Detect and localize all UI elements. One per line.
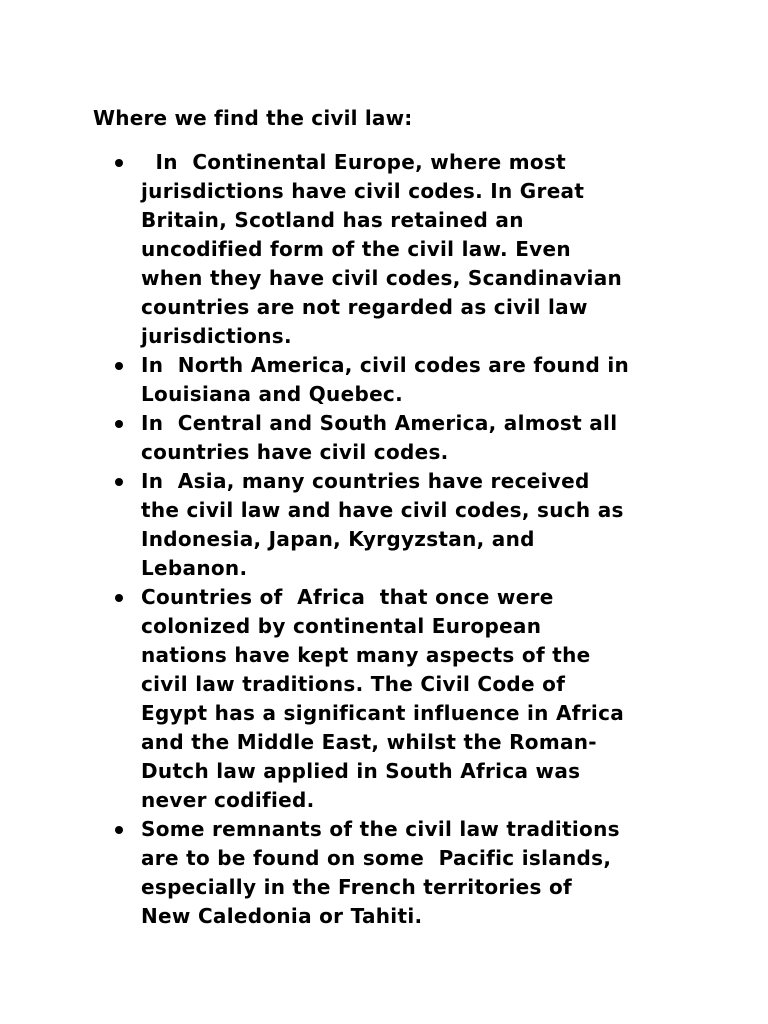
list-item	[113, 815, 693, 931]
bullet-icon	[115, 826, 123, 834]
text-line: Louisiana and Quebec.	[141, 382, 403, 406]
text-line: In North America, civil codes are found in	[141, 353, 630, 377]
text-line: Lebanon.	[141, 556, 248, 580]
text-line: Britain, Scotland has retained an	[141, 208, 524, 232]
bullet-icon	[115, 362, 123, 370]
text-line: especially in the French territories of	[141, 875, 573, 899]
bullet-icon	[115, 478, 123, 486]
bullet-icon	[115, 420, 123, 428]
text-line: Egypt has a significant influence in Africa	[141, 701, 625, 725]
text-line: Indonesia, Japan, Kyrgyzstan, and	[141, 527, 535, 551]
text-line: countries have civil codes.	[141, 440, 449, 464]
list-item	[113, 148, 693, 351]
text-line: when they have civil codes, Scandinavian	[141, 266, 623, 290]
text-line: colonized by continental European	[141, 614, 542, 638]
text-line: and the Middle East, whilst the Roman-	[141, 730, 597, 754]
bullet-list	[113, 148, 693, 931]
text-line: New Caledonia or Tahiti.	[141, 904, 423, 928]
text-line: uncodified form of the civil law. Even	[141, 237, 571, 261]
list-item	[113, 409, 693, 467]
text-line: Some remnants of the civil law traditions	[141, 817, 620, 841]
text-line: jurisdictions have civil codes. In Great	[141, 179, 585, 203]
list-item	[113, 583, 693, 815]
text-line: In Central and South America, almost all	[141, 411, 618, 435]
page-heading: Where we find the civil law:	[93, 106, 413, 130]
text-line: civil law traditions. The Civil Code of	[141, 672, 566, 696]
text-line: Countries of Africa that once were	[141, 585, 554, 609]
text-line: In Continental Europe, where most	[141, 150, 566, 174]
text-line: are to be found on some Pacific islands,	[141, 846, 612, 870]
list-item	[113, 467, 693, 583]
text-line: nations have kept many aspects of the	[141, 643, 591, 667]
bullet-icon	[115, 159, 123, 167]
text-line: In Asia, many countries have received	[141, 469, 590, 493]
text-line: the civil law and have civil codes, such as	[141, 498, 624, 522]
bullet-icon	[115, 594, 123, 602]
text-line: jurisdictions.	[141, 324, 292, 348]
text-line: countries are not regarded as civil law	[141, 295, 588, 319]
list-item	[113, 351, 693, 409]
text-line: Dutch law applied in South Africa was	[141, 759, 581, 783]
text-line: never codified.	[141, 788, 315, 812]
